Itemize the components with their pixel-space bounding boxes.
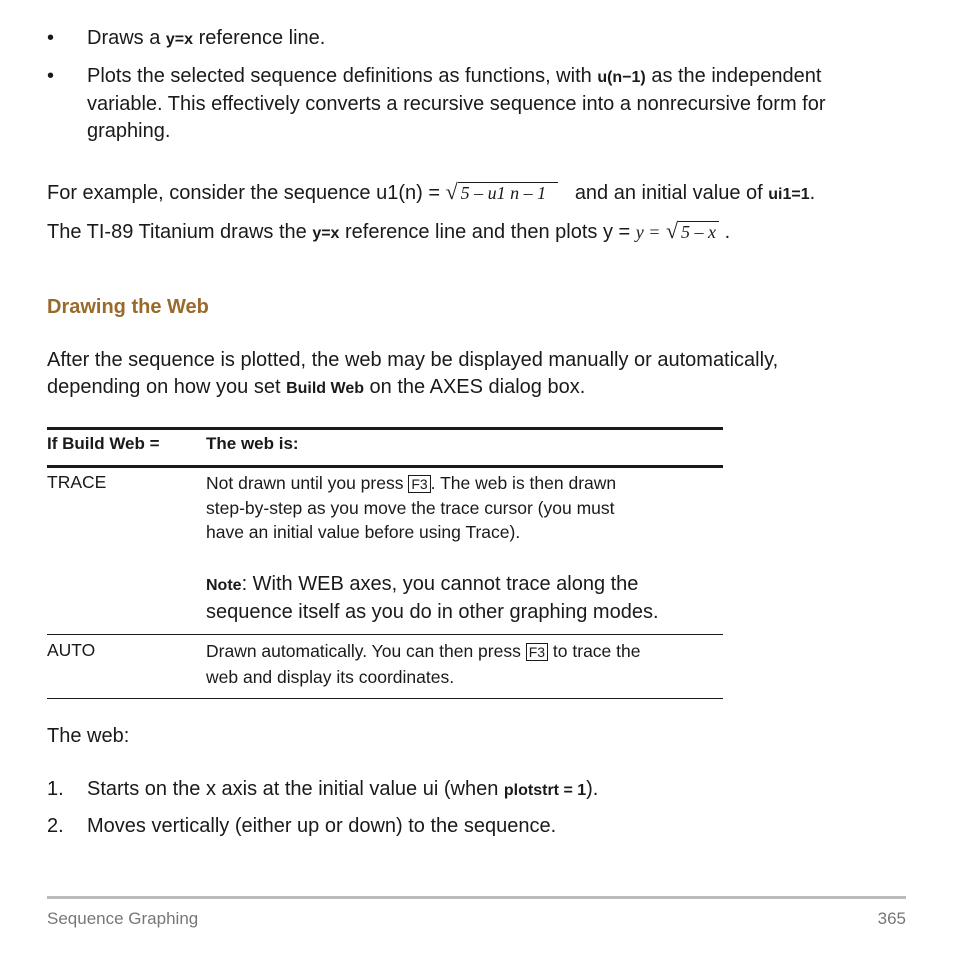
bullet-marker: • (47, 65, 55, 87)
table-row-trace-note: Note: With WEB axes, you cannot trace along the sequence itself as you do in other graphing modes. (206, 573, 659, 623)
f3-key: F3 (408, 475, 430, 493)
table-header-rule (47, 465, 723, 468)
step-2-text: Moves vertically (either up or down) to the sequence. (87, 815, 557, 837)
intro-paragraph: After the sequence is plotted, the web may be displayed manually or automatically, depending on how you set Build Web on the AXES dialog box. (47, 349, 779, 398)
footer-rule (47, 896, 906, 899)
table-row-auto-desc: Drawn automatically. You can then press F3 to trace the web and display its coordinates. (206, 641, 641, 687)
table-row-trace-desc: Not drawn until you press F3 . The web is then drawn step-by-step as you move the trace cursor (you must have an initial value before using Trace). (206, 473, 617, 542)
step-1-text: Starts on the x axis at the initial value ui (when plotstrt = 1). (87, 778, 599, 800)
bullet-1 (47, 25, 54, 52)
web-intro: The web: (47, 725, 130, 747)
bullet-2-text: Plots the selected sequence definitions as functions, with u(n−1) as the independent variable. This effectively converts a recursive sequence into a nonrecursive form for graphing. (87, 65, 826, 142)
step-1-number: 1. (47, 778, 64, 800)
table-bottom-rule (47, 698, 723, 699)
table-header-col1: If Build Web = (47, 434, 160, 453)
sqrt-expression: √ 5 – u1 n – 1 (446, 178, 559, 207)
table-header-col2: The web is: (206, 434, 299, 453)
sqrt-expression: √ 5 – x (666, 217, 719, 246)
table-row-trace-label: TRACE (47, 472, 107, 492)
table-row-rule (47, 634, 723, 635)
bullet-2 (47, 63, 54, 90)
f3-key: F3 (526, 643, 548, 661)
step-2-number: 2. (47, 815, 64, 837)
example-line-1: For example, consider the sequence u1(n) = √ 5 – u1 n – 1 and an initial value of ui1=1. (47, 178, 815, 208)
page-number: 365 (877, 909, 906, 928)
example-line-2: The TI-89 Titanium draws the y=x reference line and then plots y = y = √ 5 – x . (47, 217, 730, 247)
table-top-rule (47, 427, 723, 430)
footer-title: Sequence Graphing (47, 909, 199, 928)
section-heading: Drawing the Web (47, 296, 209, 318)
bullet-1-text: Draws a y=x reference line. (87, 27, 326, 49)
bullet-marker: • (47, 27, 55, 49)
table-row-auto-label: AUTO (47, 640, 96, 660)
